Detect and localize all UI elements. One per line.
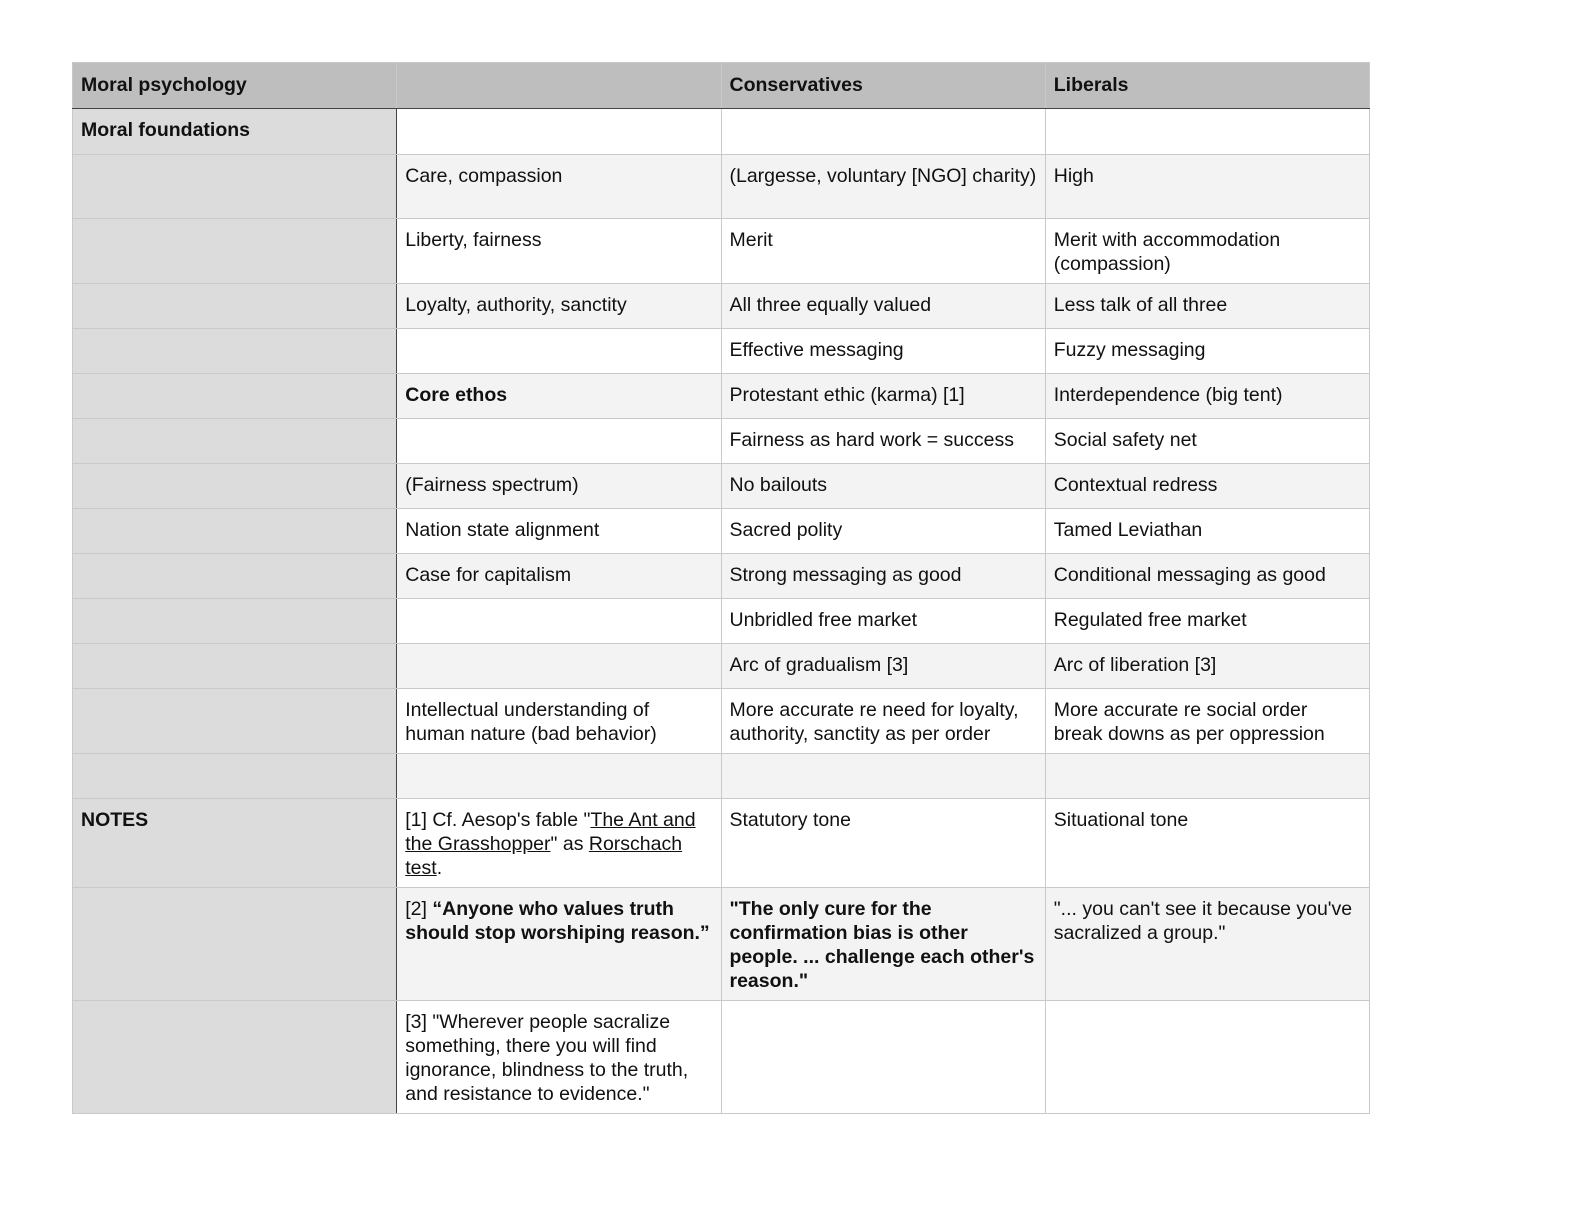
cell-conservatives[interactable]	[721, 1001, 1045, 1114]
ant-grasshopper-link[interactable]: The Ant and the Grasshopper	[405, 809, 696, 855]
cell-conservatives[interactable]: Strong messaging as good	[721, 554, 1045, 599]
moral-psychology-table	[72, 62, 1370, 1114]
cell-topic[interactable]: Core ethos	[397, 374, 721, 419]
cell-topic[interactable]: Case for capitalism	[397, 554, 721, 599]
cell-liberals[interactable]: Fuzzy messaging	[1045, 329, 1369, 374]
cell-category[interactable]	[73, 219, 397, 284]
cell-category[interactable]: NOTES	[73, 799, 397, 888]
cell-conservatives[interactable]: More accurate re need for loyalty, authority, sanctity as per order	[721, 689, 1045, 754]
cell-category[interactable]	[73, 374, 397, 419]
cell-liberals[interactable]	[1045, 109, 1369, 155]
cell-conservatives[interactable]: Protestant ethic (karma) [1]	[721, 374, 1045, 419]
note-1-prefix: [1] Cf. Aesop's fable "	[405, 809, 591, 831]
cell-conservatives[interactable]: All three equally valued	[721, 284, 1045, 329]
cell-liberals[interactable]: More accurate re social order break downs as per oppression	[1045, 689, 1369, 754]
header-cell-liberals[interactable]: Liberals	[1045, 63, 1369, 109]
table-row	[73, 509, 1370, 554]
cell-topic[interactable]: Nation state alignment	[397, 509, 721, 554]
table-row	[73, 419, 1370, 464]
cell-topic[interactable]	[397, 599, 721, 644]
cell-topic[interactable]: [3] "Wherever people sacralize something, there you will find ignorance, blindness to the truth, and resistance to evidence."	[397, 1001, 721, 1114]
table-row	[73, 1001, 1370, 1114]
table-row	[73, 799, 1370, 888]
cell-conservatives[interactable]: Fairness as hard work = success	[721, 419, 1045, 464]
cell-conservatives[interactable]: Arc of gradualism [3]	[721, 644, 1045, 689]
cell-category[interactable]	[73, 754, 397, 799]
table-row	[73, 329, 1370, 374]
cell-liberals[interactable]: Interdependence (big tent)	[1045, 374, 1369, 419]
cell-topic[interactable]	[397, 329, 721, 374]
table-row	[73, 374, 1370, 419]
cell-topic[interactable]	[397, 419, 721, 464]
header-cell-topic[interactable]	[397, 63, 721, 109]
cell-liberals[interactable]	[1045, 1001, 1369, 1114]
cell-conservatives[interactable]: Merit	[721, 219, 1045, 284]
cell-liberals[interactable]: Situational tone	[1045, 799, 1369, 888]
cell-category[interactable]	[73, 888, 397, 1001]
cell-conservatives[interactable]	[721, 754, 1045, 799]
table-row	[73, 888, 1370, 1001]
header-row	[73, 63, 1370, 109]
note-2-prefix: [2]	[405, 898, 433, 920]
table-row	[73, 599, 1370, 644]
header-cell-conservatives[interactable]: Conservatives	[721, 63, 1045, 109]
table-row	[73, 554, 1370, 599]
cell-liberals[interactable]: Social safety net	[1045, 419, 1369, 464]
cell-category[interactable]: Moral foundations	[73, 109, 397, 155]
cell-conservatives[interactable]: Effective messaging	[721, 329, 1045, 374]
cell-liberals[interactable]	[1045, 754, 1369, 799]
note-1-middle: " as	[550, 833, 589, 855]
cell-topic[interactable]	[397, 109, 721, 155]
cell-topic[interactable]: Liberty, fairness	[397, 219, 721, 284]
table-row	[73, 155, 1370, 219]
cell-liberals[interactable]: Regulated free market	[1045, 599, 1369, 644]
note-1-cell[interactable]	[397, 799, 721, 888]
cell-conservatives[interactable]: "The only cure for the confirmation bias is other people. ... challenge each other's reason."	[721, 888, 1045, 1001]
cell-category[interactable]	[73, 284, 397, 329]
cell-conservatives[interactable]	[721, 109, 1045, 155]
cell-conservatives[interactable]: No bailouts	[721, 464, 1045, 509]
cell-topic[interactable]: Care, compassion	[397, 155, 721, 219]
cell-liberals[interactable]: Conditional messaging as good	[1045, 554, 1369, 599]
table-row	[73, 219, 1370, 284]
cell-conservatives[interactable]: Unbridled free market	[721, 599, 1045, 644]
header-cell-category[interactable]: Moral psychology	[73, 63, 397, 109]
cell-category[interactable]	[73, 644, 397, 689]
cell-conservatives[interactable]: Sacred polity	[721, 509, 1045, 554]
cell-topic[interactable]: (Fairness spectrum)	[397, 464, 721, 509]
note-1-suffix: .	[436, 857, 443, 879]
cell-liberals[interactable]: High	[1045, 155, 1369, 219]
cell-topic[interactable]: Intellectual understanding of human nature (bad behavior)	[397, 689, 721, 754]
cell-liberals[interactable]: Tamed Leviathan	[1045, 509, 1369, 554]
cell-liberals[interactable]: Merit with accommodation (compassion)	[1045, 219, 1369, 284]
cell-topic[interactable]: Loyalty, authority, sanctity	[397, 284, 721, 329]
cell-category[interactable]	[73, 554, 397, 599]
cell-category[interactable]	[73, 464, 397, 509]
cell-category[interactable]	[73, 509, 397, 554]
cell-conservatives[interactable]: (Largesse, voluntary [NGO] charity)	[721, 155, 1045, 219]
rorschach-test-link[interactable]: Rorschach test	[405, 833, 683, 879]
cell-liberals[interactable]: Arc of liberation [3]	[1045, 644, 1369, 689]
table-row	[73, 644, 1370, 689]
cell-category[interactable]	[73, 155, 397, 219]
table-row	[73, 689, 1370, 754]
note-2-quote: “Anyone who values truth should stop worshiping reason.”	[405, 898, 710, 944]
cell-category[interactable]	[73, 599, 397, 644]
cell-topic[interactable]	[397, 644, 721, 689]
cell-conservatives[interactable]: Statutory tone	[721, 799, 1045, 888]
cell-liberals[interactable]: Less talk of all three	[1045, 284, 1369, 329]
cell-category[interactable]	[73, 329, 397, 374]
cell-liberals[interactable]: Contextual redress	[1045, 464, 1369, 509]
table-row	[73, 464, 1370, 509]
note-2-cell[interactable]	[397, 888, 721, 1001]
cell-topic[interactable]	[397, 754, 721, 799]
table-row	[73, 284, 1370, 329]
cell-category[interactable]	[73, 689, 397, 754]
cell-liberals[interactable]: "... you can't see it because you've sacralized a group."	[1045, 888, 1369, 1001]
cell-category[interactable]	[73, 1001, 397, 1114]
table-row	[73, 109, 1370, 155]
cell-category[interactable]	[73, 419, 397, 464]
table-row	[73, 754, 1370, 799]
